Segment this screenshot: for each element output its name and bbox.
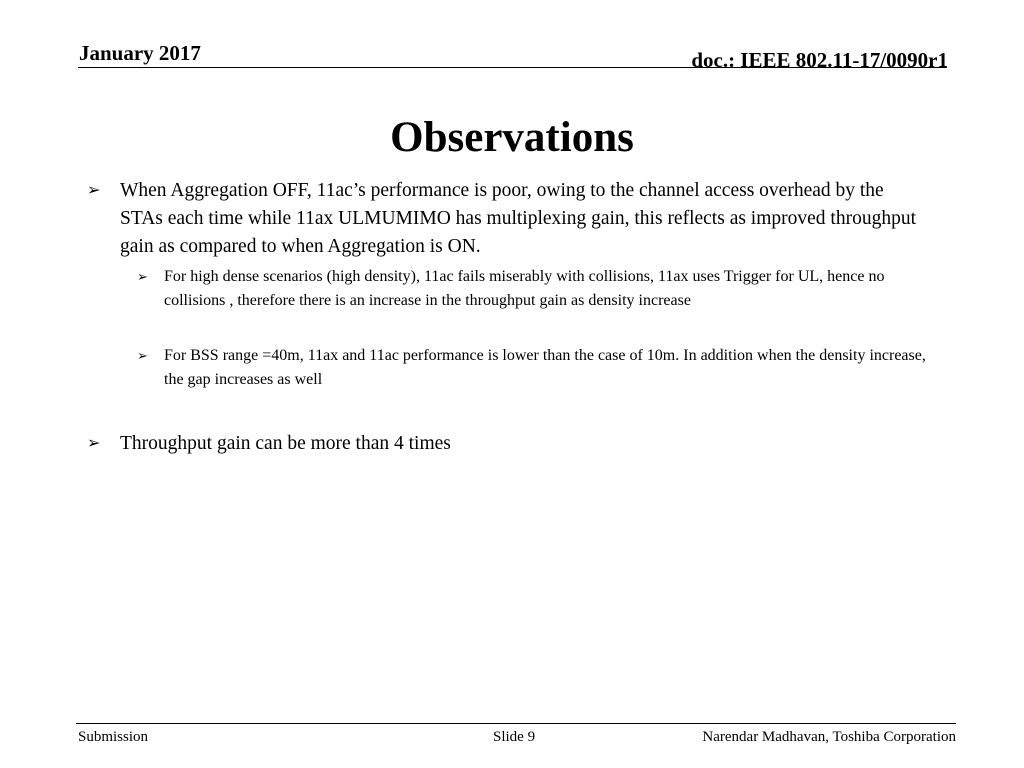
bullet-text: For high dense scenarios (high density), 11ac fails miserably with collisions, 11ax uses Trigger for UL, hence no collisions , therefore there is an increase in the throughput gain as density increase	[164, 268, 885, 309]
bullet-text: For BSS range =40m, 11ax and 11ac performance is lower than the case of 10m. In addition when the density increase, the gap increases as well	[164, 347, 926, 388]
footer-author: Narendar Madhavan, Toshiba Corporation	[702, 729, 956, 745]
footer-slide-number: Slide 9	[493, 729, 536, 745]
footer-divider	[76, 723, 956, 724]
header-doc-id: doc.: IEEE 802.11-17/0090r1	[691, 48, 948, 72]
bullet-arrow-icon: ➢	[137, 348, 148, 363]
bullet-arrow-icon: ➢	[87, 435, 101, 452]
footer-submission: Submission	[78, 729, 149, 745]
bullet-arrow-icon: ➢	[87, 182, 101, 199]
bullet-item-throughput-gain	[87, 430, 927, 458]
sub-bullet-item-bss-range	[137, 344, 937, 392]
bullet-item-aggregation	[87, 177, 927, 261]
bullet-text: Throughput gain can be more than 4 times	[120, 433, 451, 454]
header-divider	[78, 67, 947, 68]
slide-title: Observations	[390, 114, 634, 161]
sub-bullet-item-high-density	[137, 265, 937, 313]
bullet-text: When Aggregation OFF, 11ac’s performance is poor, owing to the channel access overhead by the STAs each time while 11ax ULMUMIMO has multiplexing gain, this reflects as improved throughput gain as compared to when Aggregation is ON.	[120, 180, 916, 257]
bullet-arrow-icon: ➢	[137, 269, 148, 284]
header-date: January 2017	[79, 41, 201, 65]
